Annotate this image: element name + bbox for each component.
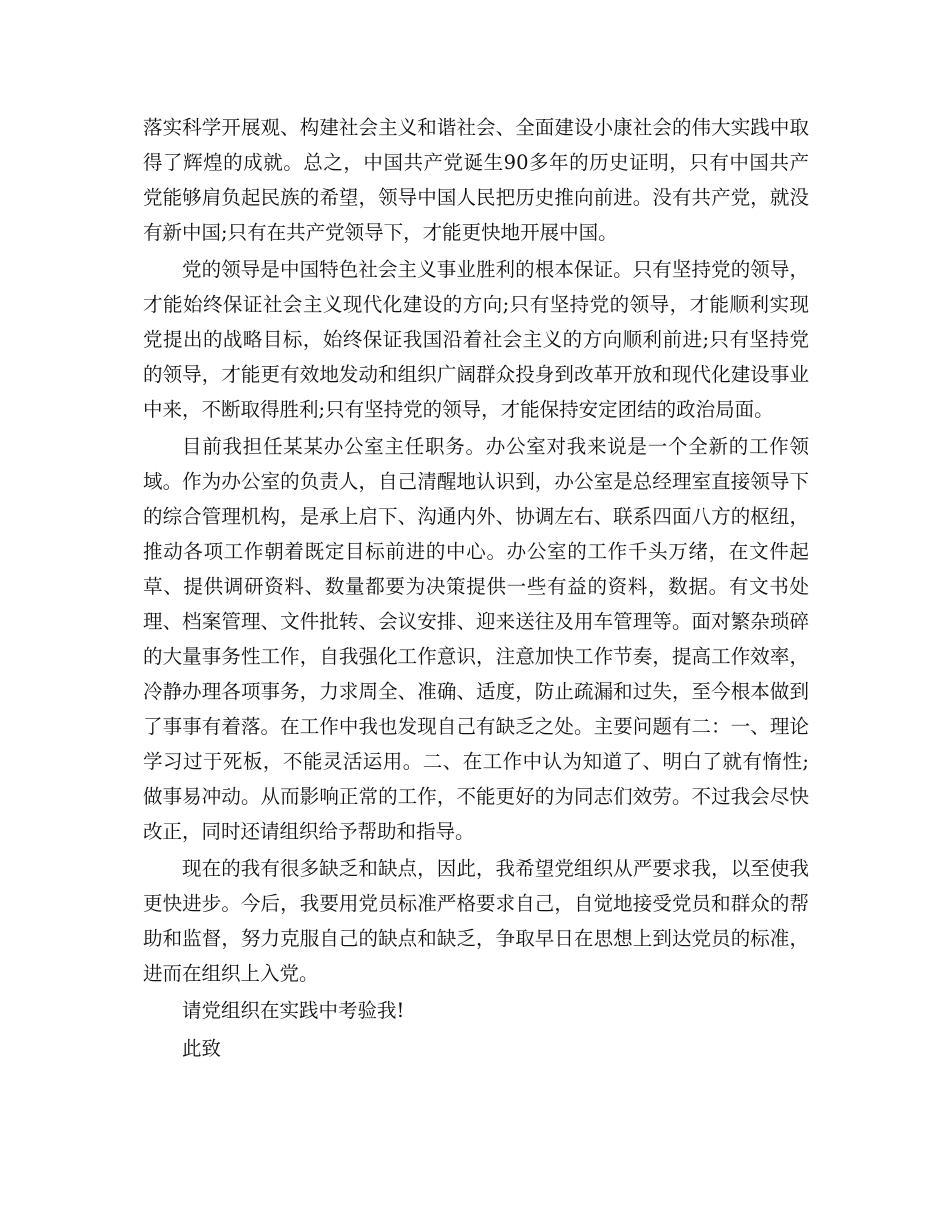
paragraph-3: 目前我担任某某办公室主任职务。办公室对我来说是一个全新的工作领域。作为办公室的负责人，自己清醒地认识到，办公室是总经理室直接领导下的综合管理机构，是承上启下、沟通内外、协调左右、联系四面八方的枢纽，推动各项工作朝着既定目标前进的中心。办公室的工作千头万绪，在文件起草、提供调研资料、数量都要为决策提供一些有益的资料，数据。有文书处理、档案管理、文件批转、会议安排、迎来送往及用车管理等。面对繁杂琐碎的大量事务性工作，自我强化工作意识，注意加快工作节奏，提高工作效率，冷静办理各项事务，力求周全、准确、适度，防止疏漏和过失，至今根本做到了事事有着落。在工作中我也发现自己有缺乏之处。主要问题有二：一、理论学习过于死板，不能灵活运用。二、在工作中认为知道了、明白了就有惰性;做事易冲动。从而影响正常的工作，不能更好的为同志们效劳。不过我会尽快改正，同时还请组织给予帮助和指导。 (143, 435, 809, 843)
paragraph-2: 党的领导是中国特色社会主义事业胜利的根本保证。只有坚持党的领导，才能始终保证社会主义现代化建设的方向;只有坚持党的领导，才能顺利实现党提出的战略目标，始终保证我国沿着社会主义的方向顺利前进;只有坚持党的领导，才能更有效地发动和组织广阔群众投身到改革开放和现代化建设事业中来，不断取得胜利;只有坚持党的领导，才能保持安定团结的政治局面。 (143, 258, 809, 421)
closing-line: 请党组织在实践中考验我! (182, 999, 405, 1022)
paragraph-1: 落实科学开展观、构建社会主义和谐社会、全面建设小康社会的伟大实践中取得了辉煌的成就。总之，中国共产党诞生90多年的历史证明，只有中国共产党能够肩负起民族的希望，领导中国人民把历史推向前进。没有共产党，就没有新中国;只有在共产党领导下，才能更快地开展中国。 (143, 116, 809, 244)
document-body (143, 110, 809, 1069)
paragraph-4: 现在的我有很多缺乏和缺点，因此，我希望党组织从严要求我，以至使我更快进步。今后，我要用党员标准严格要求自己，自觉地接受党员和群众的帮助和监督，努力克服自己的缺点和缺乏，争取早日在思想上到达党员的标准，进而在组织上入党。 (143, 857, 809, 985)
salutation: 此致 (182, 1037, 222, 1060)
